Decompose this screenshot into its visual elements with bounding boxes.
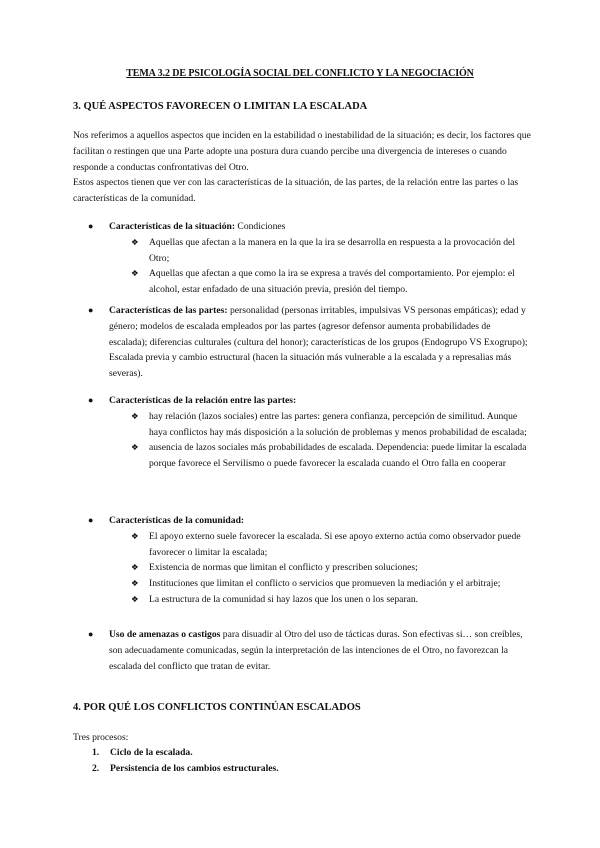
- bullet-community: [88, 513, 528, 608]
- sub-item: [131, 266, 528, 298]
- bullet-parties: [88, 303, 528, 382]
- sub-item: [131, 235, 528, 267]
- sub-item-text: Instituciones que limitan el conflicto o servicios que promueven la mediación y el arbitraje;: [149, 578, 501, 590]
- bullet-situation: [88, 219, 528, 298]
- bullet-relationship: [88, 393, 528, 472]
- section-3-heading: 3. QUÉ ASPECTOS FAVORECEN O LIMITAN LA ESCALADA: [73, 101, 368, 112]
- bullet-threats: [88, 627, 528, 674]
- bullet-dot-icon: ●: [88, 395, 94, 405]
- diamond-bullet-icon: ❖: [131, 236, 139, 247]
- bullet-text: para disuadir al Otro del uso de tácticas duras. Son efectivas si… son creíbles, son adecuadamente comunicadas, según la interpretación de las intenciones de el Otro, no favorezcan la escalada del conflicto que tratan de evitar.: [109, 629, 523, 672]
- sub-item: [131, 440, 528, 472]
- sub-item: [131, 529, 528, 561]
- diamond-bullet-icon: ❖: [131, 578, 139, 589]
- sub-item-text: Aquellas que afectan a que como la ira se expresa a través del comportamiento. Por ejemplo: el alcohol, estar enfadado de una situación previa, presión del tiempo.: [149, 268, 515, 296]
- bullet-label: Uso de amenazas o castigos: [109, 629, 221, 640]
- section-4-heading: 4. POR QUÉ LOS CONFLICTOS CONTINÚAN ESCALADOS: [73, 702, 361, 713]
- sub-item: [131, 560, 528, 576]
- bullet-text: personalidad (personas irritables, impulsivas VS personas empáticas); edad y género; modelos de escalada empleados por las partes (agresor defensor aumenta probabilidades de escalada); diferencias culturales (cultura del honor); características de los grupos (Endogrupo VS Exogrupo); Escalada previa y cambio estructural (hacen la situación más vulnerable a la escalada y a represalias más severas).: [109, 305, 528, 380]
- document-title: TEMA 3.2 DE PSICOLOGÍA SOCIAL DEL CONFLICTO Y LA NEGOCIACIÓN: [126, 68, 474, 79]
- process-text: Persistencia de los cambios estructurales.: [110, 762, 279, 774]
- diamond-bullet-icon: ❖: [131, 562, 139, 573]
- sub-item-text: Aquellas que afectan a la manera en la que la ira se desarrolla en respuesta a la provocación del Otro;: [149, 236, 515, 264]
- intro-paragraph-2: Estos aspectos tienen que ver con las características de la situación, de las partes, de la relación entre las partes o las características de la comunidad.: [73, 177, 519, 205]
- sub-item: [131, 576, 528, 592]
- intro-paragraph-1: Nos referimos a aquellos aspectos que inciden en la estabilidad o inestabilidad de la situación; es decir, los factores que facilitan o restingen que una Parte adopte una postura dura cuando percibe una divergencia de intereses o cuando responde a conductas confrontativas del Otro.: [73, 130, 531, 173]
- intro-paragraph: [73, 128, 533, 207]
- bullet-label: Características de la relación entre las partes:: [109, 395, 297, 406]
- diamond-bullet-icon: ❖: [131, 593, 139, 604]
- sub-item-text: ausencia de lazos sociales más probabilidades de escalada. Dependencia: puede limitar la escalada porque favorece el Servilismo o puede favorecer la escalada cuando el Otro falla en cooperar: [149, 442, 527, 470]
- diamond-bullet-icon: ❖: [131, 410, 139, 421]
- sub-item: [131, 409, 528, 441]
- process-item: [92, 745, 512, 761]
- sub-item-text: El apoyo externo suele favorecer la escalada. Si ese apoyo externo actúa como observador puede favorecer o limitar la escalada;: [149, 530, 521, 558]
- bullet-label: Características de las partes:: [109, 305, 228, 316]
- diamond-bullet-icon: ❖: [131, 268, 139, 279]
- process-number: 2.: [92, 762, 100, 774]
- bullet-dot-icon: ●: [88, 221, 94, 231]
- sub-item-text: La estructura de la comunidad si hay lazos que los unen o los separan.: [149, 593, 419, 605]
- bullet-label: Características de la situación:: [109, 221, 236, 232]
- bullet-dot-icon: ●: [88, 515, 94, 525]
- process-text: Ciclo de la escalada.: [110, 747, 193, 758]
- diamond-bullet-icon: ❖: [131, 442, 139, 453]
- bullet-dot-icon: ●: [88, 305, 94, 315]
- processes-intro: Tres procesos:: [73, 732, 129, 743]
- bullet-label: Características de la comunidad:: [109, 515, 245, 526]
- process-number: 1.: [92, 747, 100, 758]
- sub-item-text: hay relación (lazos sociales) entre las partes: genera confianza, percepción de similitud. Aunque haya conflictos hay más disposición a la solución de problemas y menos probabilidad de escalada;: [149, 410, 527, 438]
- process-item: [92, 761, 512, 777]
- diamond-bullet-icon: ❖: [131, 530, 139, 541]
- bullet-dot-icon: ●: [88, 629, 94, 639]
- bullet-text: Condiciones: [235, 221, 286, 232]
- sub-item-text: Existencia de normas que limitan el conflicto y prescriben soluciones;: [149, 562, 418, 574]
- sub-item: [131, 592, 528, 608]
- processes-list: [92, 745, 512, 777]
